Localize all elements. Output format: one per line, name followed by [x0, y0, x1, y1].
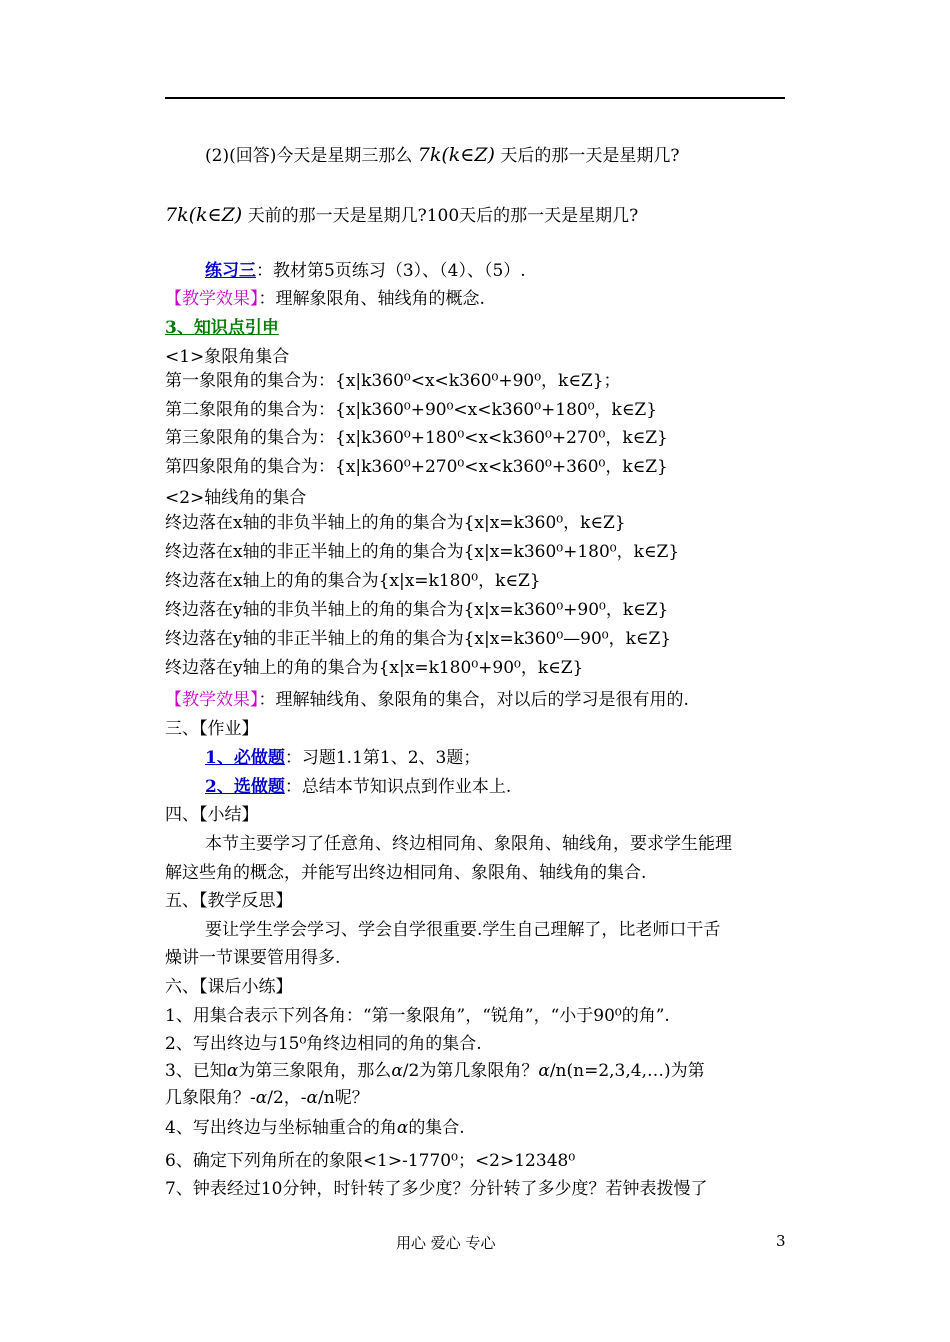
reflection-text: 要让学生学会学习、学会自学很重要.学生自己理解了，比老师口干舌	[205, 920, 721, 940]
quadrant-line: 第四象限角的集合为：{x|k360⁰+270⁰<x<k360⁰+360⁰，k∈Z}	[165, 457, 668, 477]
page-number: 3	[776, 1232, 786, 1250]
axis-line: 终边落在x轴的非负半轴上的角的集合为{x|x=k360⁰，k∈Z}	[165, 513, 626, 533]
question-2-line2: 7k(k∈Z) 天前的那一天是星期几?100天后的那一天是星期几?	[165, 204, 639, 226]
axis-heading: <2>轴线角的集合	[165, 488, 307, 508]
homework-heading: 三、【作业】	[165, 719, 259, 739]
homework-optional: 2、选做题：总结本节知识点到作业本上.	[205, 777, 512, 797]
reflection-text: 燥讲一节课要管用得多.	[165, 948, 341, 968]
question-2-line1: (2)(回答)今天是星期三那么 7k(k∈Z) 天后的那一天是星期几?	[205, 144, 680, 166]
header-rule	[165, 97, 785, 99]
math-expression: 7k(k∈Z)	[165, 204, 243, 226]
summary-text: 本节主要学习了任意角、终边相同角、象限角、轴线角，要求学生能理	[205, 834, 732, 854]
practice-item-cont: 几象限角？-α/2，-α/n呢？	[165, 1088, 369, 1108]
axis-line: 终边落在x轴上的角的集合为{x|x=k180⁰，k∈Z}	[165, 571, 541, 591]
summary-text: 解这些角的概念，并能写出终边相同角、象限角、轴线角的集合.	[165, 863, 647, 883]
quadrant-line: 第一象限角的集合为：{x|k360⁰<x<k360⁰+90⁰，k∈Z}；	[165, 371, 621, 391]
alpha-symbol: α	[391, 1061, 403, 1081]
summary-heading: 四、【小结】	[165, 805, 259, 825]
practice-item: 7、钟表经过10分钟，时针转了多少度？分针转了多少度？若钟表拨慢了	[165, 1179, 708, 1199]
alpha-symbol: α	[306, 1088, 319, 1108]
practice-item: 1、用集合表示下列各角：“第一象限角”，“锐角”，“小于90⁰的角”.	[165, 1006, 670, 1026]
teaching-effect-1: 【教学效果】：理解象限角、轴线角的概念.	[165, 289, 485, 309]
math-expression: 7k(k∈Z)	[417, 144, 495, 166]
section-3-title: 3、知识点引申	[165, 318, 279, 338]
practice-item: 2、写出终边与15⁰角终边相同的角的集合.	[165, 1034, 482, 1054]
practice-item: 3、已知α为第三象限角，那么α/2为第几象限角？α/n(n=2,3,4,…)为第	[165, 1061, 705, 1081]
alpha-symbol: α	[538, 1061, 550, 1081]
alpha-symbol: α	[226, 1061, 239, 1081]
homework-required: 1、必做题：习题1.1第1、2、3题；	[205, 748, 481, 768]
reflection-heading: 五、【教学反思】	[165, 891, 293, 911]
axis-line: 终边落在y轴上的角的集合为{x|x=k180⁰+90⁰，k∈Z}	[165, 658, 584, 678]
axis-line: 终边落在x轴的非正半轴上的角的集合为{x|x=k360⁰+180⁰，k∈Z}	[165, 542, 680, 562]
footer-motto: 用心 爱心 专心	[396, 1234, 496, 1252]
axis-line: 终边落在y轴的非负半轴上的角的集合为{x|x=k360⁰+90⁰，k∈Z}	[165, 600, 669, 620]
exercise-3: 练习三：教材第5页练习（3）、（4）、（5）.	[205, 261, 526, 281]
alpha-symbol: α	[255, 1088, 268, 1108]
practice-item: 6、确定下列角所在的象限<1>-1770⁰；<2>12348⁰	[165, 1151, 576, 1171]
quadrant-line: 第三象限角的集合为：{x|k360⁰+180⁰<x<k360⁰+270⁰，k∈Z}	[165, 428, 668, 448]
quadrant-heading: <1>象限角集合	[165, 347, 290, 367]
alpha-symbol: α	[396, 1118, 409, 1138]
quadrant-line: 第二象限角的集合为：{x|k360⁰+90⁰<x<k360⁰+180⁰，k∈Z}	[165, 400, 658, 420]
teaching-effect-2: 【教学效果】：理解轴线角、象限角的集合，对以后的学习是很有用的.	[165, 690, 689, 710]
axis-line: 终边落在y轴的非正半轴上的角的集合为{x|x=k360⁰—90⁰，k∈Z}	[165, 629, 672, 649]
practice-heading: 六、【课后小练】	[165, 977, 293, 997]
practice-item: 4、写出终边与坐标轴重合的角α的集合.	[165, 1118, 465, 1138]
